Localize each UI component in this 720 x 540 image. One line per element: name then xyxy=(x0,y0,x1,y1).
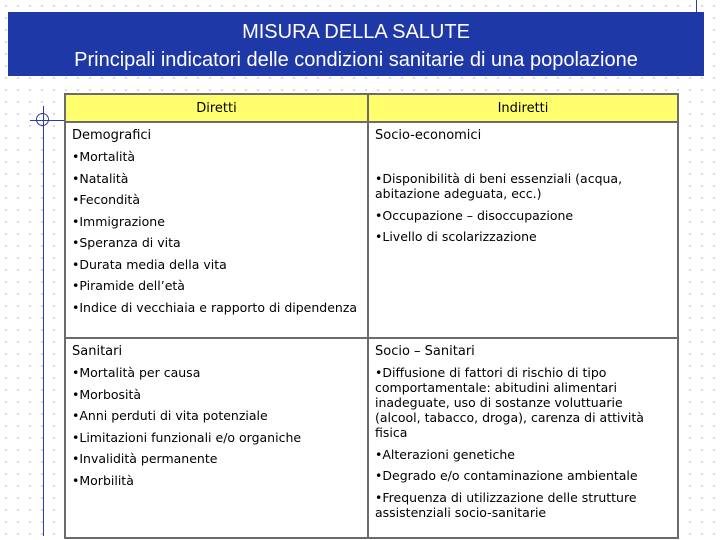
cell-heading: Socio-economici xyxy=(375,128,482,143)
column-header-indiretti: Indiretti xyxy=(368,94,678,122)
table-row xyxy=(65,338,678,538)
list-item: •Piramide dell’età xyxy=(72,278,185,293)
table-cell xyxy=(65,338,368,538)
list-item: •Morbosità xyxy=(72,386,142,402)
list-item: •Anni perduti di vita potenziale xyxy=(72,408,268,423)
table-row xyxy=(65,122,678,338)
list-item: •Frequenza di utilizzazione delle strutture assistenziali socio-sanitarie xyxy=(375,489,637,520)
title-banner xyxy=(8,12,704,76)
list-item: •Fecondità xyxy=(72,192,140,207)
page-subtitle: Principali indicatori delle condizioni sanitarie di una popolazione xyxy=(74,49,638,71)
list-item: •Diffusione di fattori di rischio di tipo comportamentale: abitudini alimentari inadeguate, uso di sostanze voluttuarie (alcool, tabacco, droga), carenza di attività fisica xyxy=(375,365,644,440)
cell-heading: Socio – Sanitari xyxy=(375,344,475,359)
cell-heading: Demografici xyxy=(72,128,152,143)
list-item: •Limitazioni funzionali e/o organiche xyxy=(72,429,302,445)
list-item: •Speranza di vita xyxy=(72,235,181,250)
list-item: •Degrado e/o contaminazione ambientale xyxy=(375,468,638,483)
table-header-row xyxy=(65,94,678,122)
list-item: •Natalità xyxy=(72,170,129,186)
list-item: •Indice di vecchiaia e rapporto di dipendenza xyxy=(72,299,358,315)
list-item: •Durata media della vita xyxy=(72,256,227,272)
decorative-vertical-line xyxy=(43,106,44,536)
column-header-diretti: Diretti xyxy=(65,94,368,122)
list-item: •Mortalità per causa xyxy=(72,365,201,380)
cell-heading: Sanitari xyxy=(72,344,123,359)
list-item: •Disponibilità di beni essenziali (acqua, abitazione adeguata, ecc.) xyxy=(375,171,623,201)
list-item: •Morbilità xyxy=(72,472,134,488)
list-item: •Immigrazione xyxy=(72,213,165,229)
list-item: •Alterazioni genetiche xyxy=(375,446,515,462)
table-cell xyxy=(368,122,678,338)
page-title: MISURA DELLA SALUTE xyxy=(242,21,470,43)
list-item: •Mortalità xyxy=(72,149,136,164)
list-item: •Invalidità permanente xyxy=(72,451,218,466)
decorative-circle xyxy=(36,113,49,126)
list-item: •Occupazione – disoccupazione xyxy=(375,207,574,223)
list-item: •Livello di scolarizzazione xyxy=(375,229,537,244)
table-cell xyxy=(368,338,678,538)
indicators-table xyxy=(64,93,679,539)
table-cell xyxy=(65,122,368,338)
